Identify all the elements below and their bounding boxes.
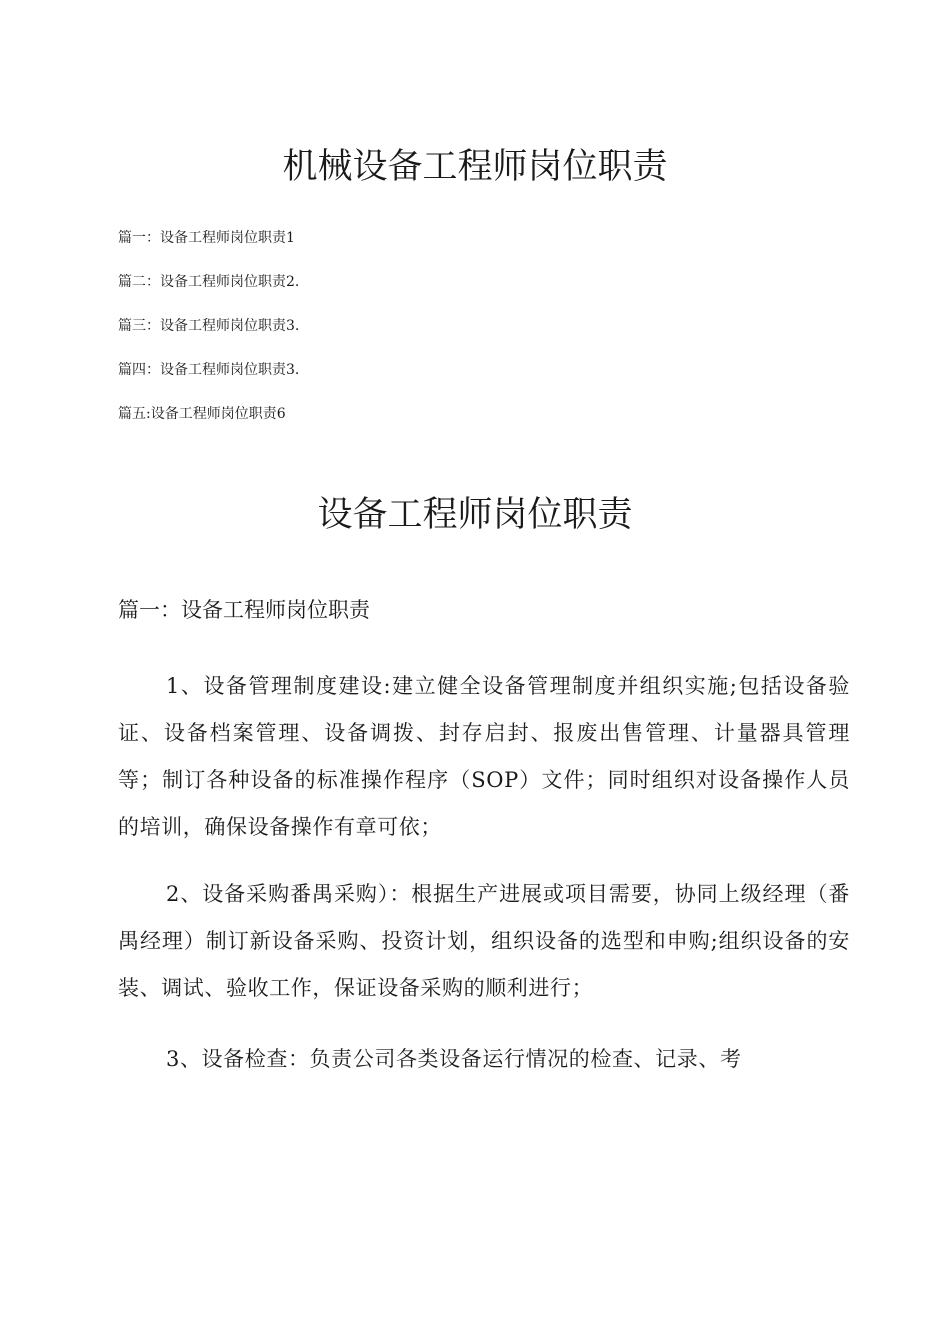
toc-item: 篇三：设备工程师岗位职责3. [118, 318, 300, 334]
body-text [118, 1036, 850, 1083]
body-text [118, 663, 850, 851]
toc-item: 篇二：设备工程师岗位职责2. [118, 274, 300, 290]
section-title: 设备工程师岗位职责 [317, 495, 633, 535]
subsection-title: 篇一：设备工程师岗位职责 [118, 598, 370, 622]
document-title: 机械设备工程师岗位职责 [282, 147, 668, 187]
paragraph-2: 2、设备采购番禺采购）：根据生产进展或项目需要，协同上级经理（番禺经理）制订新设备采购、投资计划，组织设备的选型和申购;组织设备的安装、调试、验收工作，保证设备采购的顺利进行； [118, 882, 850, 1000]
toc-item: 篇一：设备工程师岗位职责1 [118, 230, 295, 246]
toc-item: 篇四：设备工程师岗位职责3. [118, 362, 300, 378]
toc-item: 篇五:设备工程师岗位职责6 [118, 406, 286, 422]
paragraph-3: 3、设备检查：负责公司各类设备运行情况的检查、记录、考 [166, 1047, 742, 1071]
table-of-contents [118, 226, 299, 446]
paragraph-1: 1、设备管理制度建设:建立健全设备管理制度并组织实施;包括设备验证、设备档案管理、设备调拨、封存启封、报废出售管理、计量器具管理等；制订各种设备的标准操作程序（SOP）文件；同时组织对设备操作人员的培训，确保设备操作有章可依； [118, 674, 850, 839]
body-text [118, 871, 850, 1012]
